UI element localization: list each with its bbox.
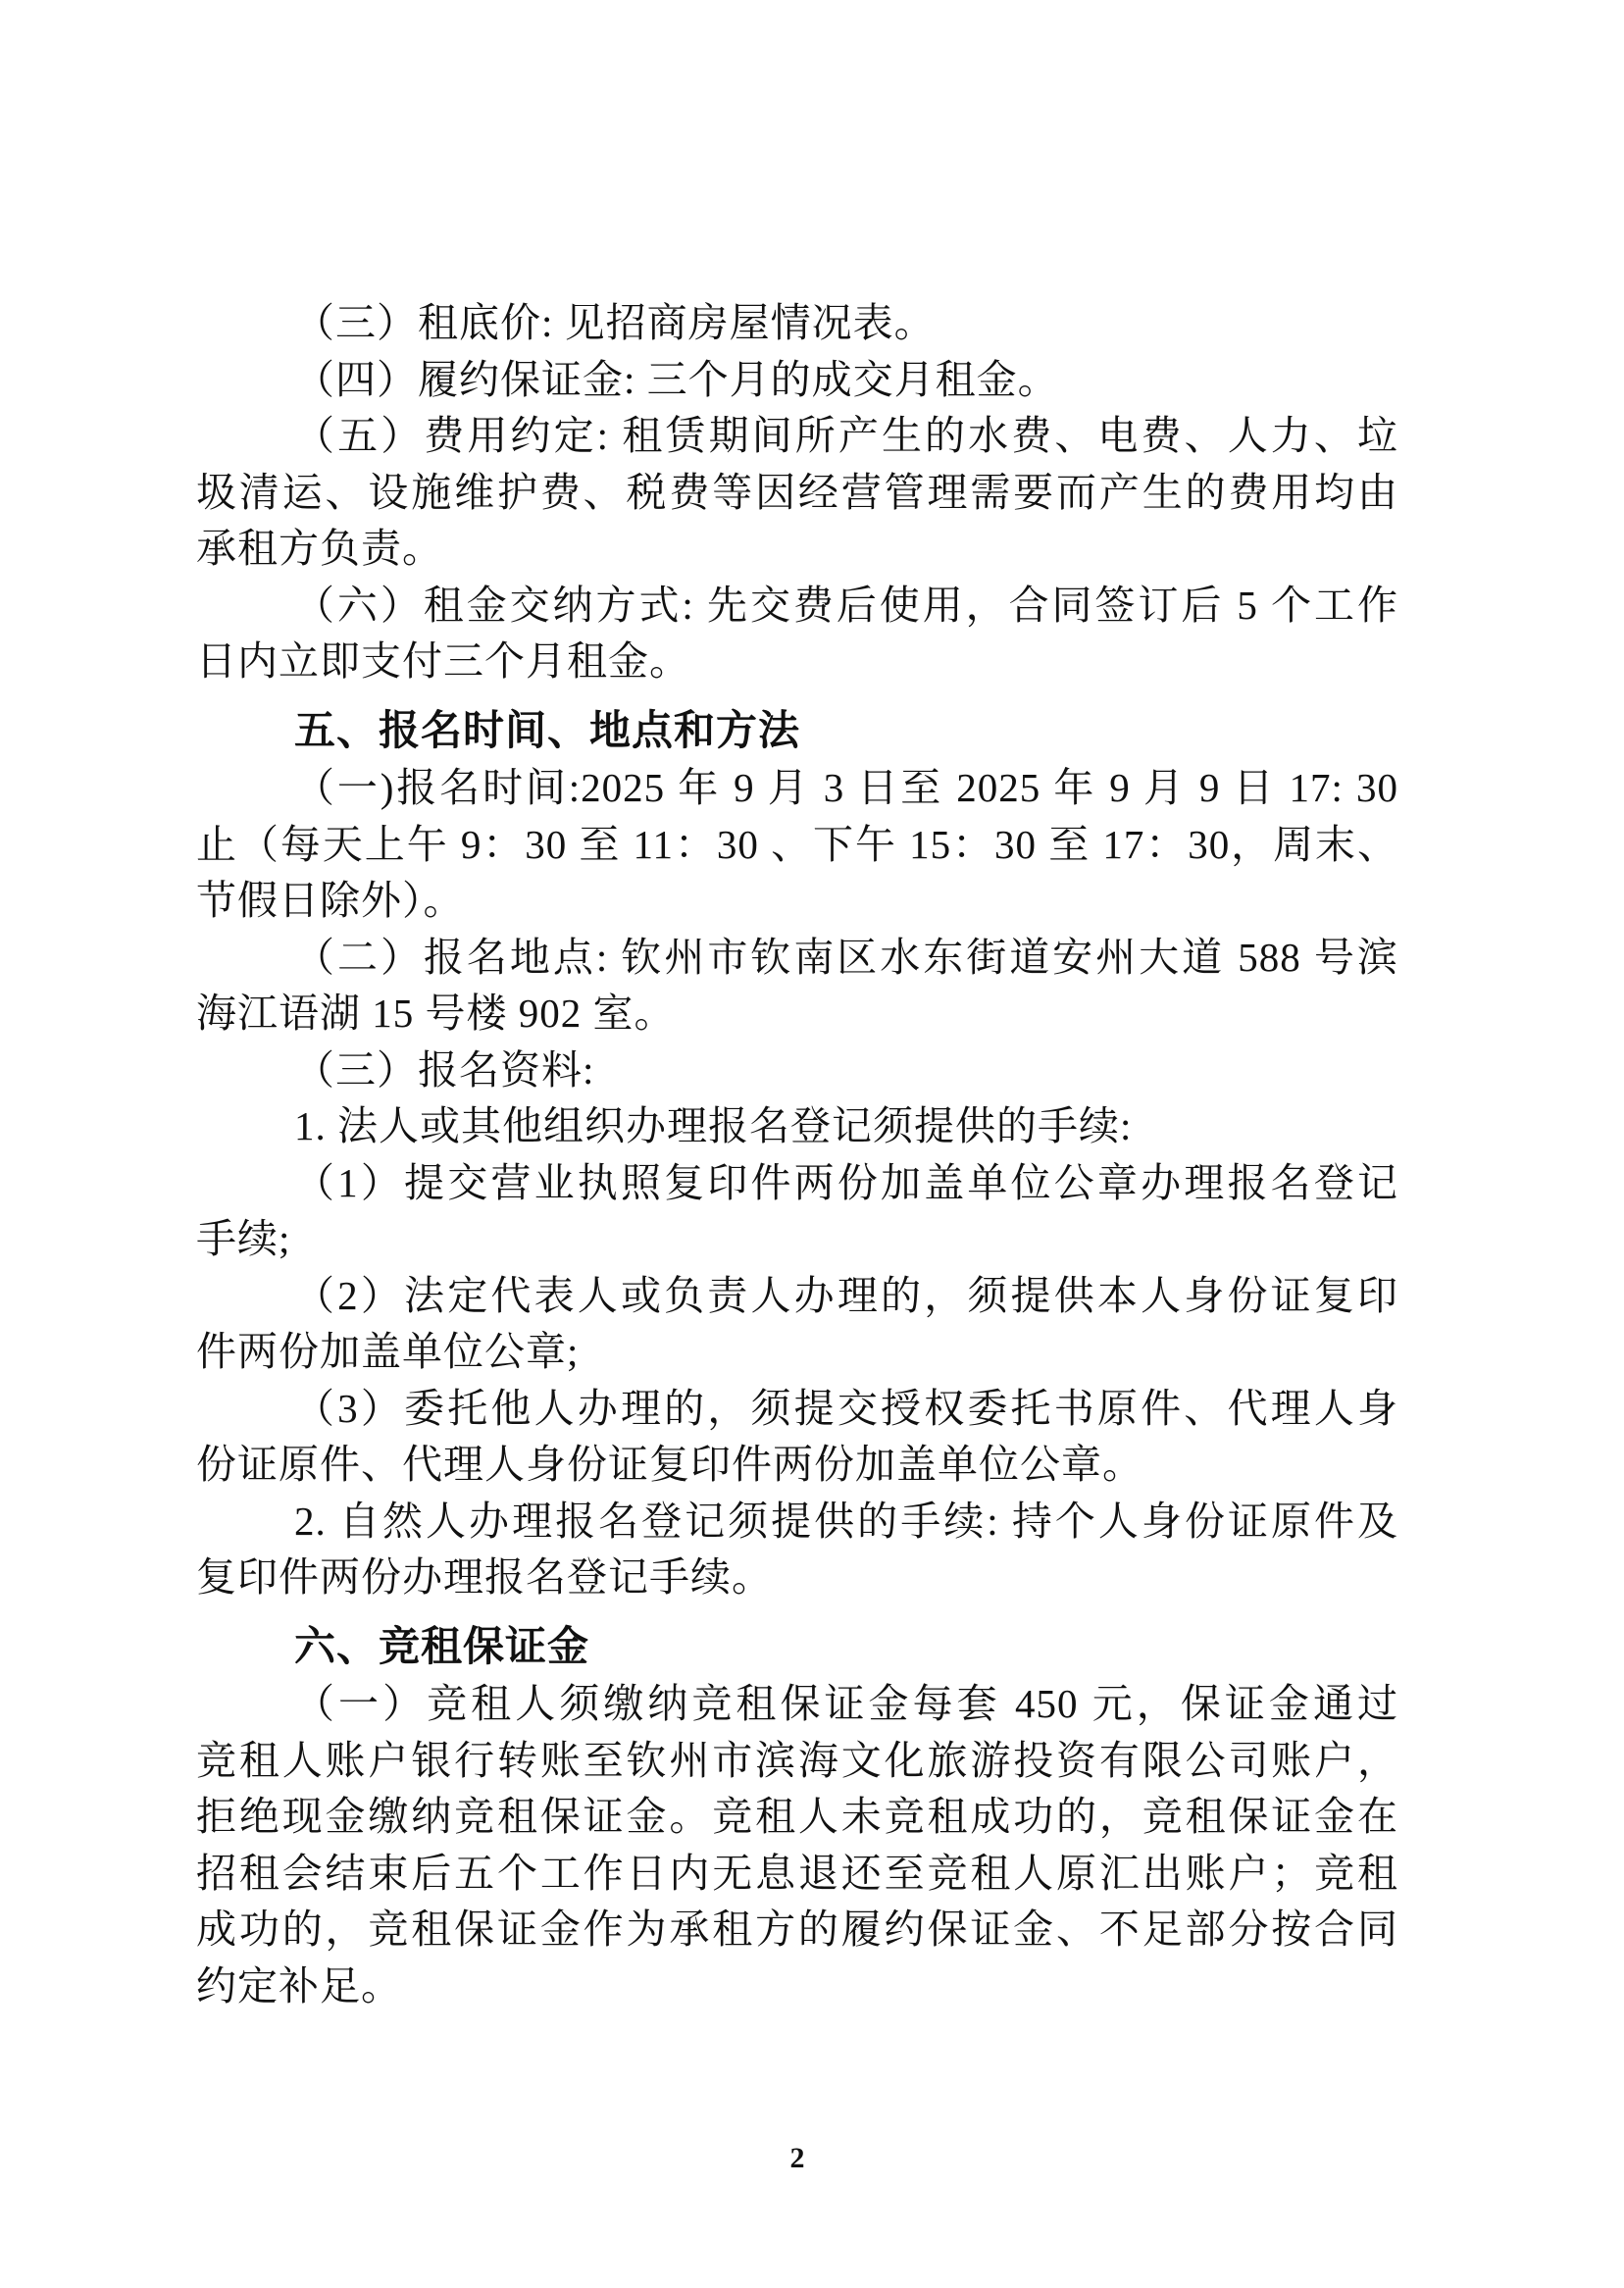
doc-line: 承租方负责。 [196, 526, 443, 571]
doc-line: 竞租人账户银行转账至钦州市滨海文化旅游投资有限公司账户， [196, 1737, 1398, 1783]
doc-line: （3）委托他人办理的，须提交授权委托书原件、代理人身 [294, 1385, 1398, 1431]
doc-line: 圾清运、设施维护费、税费等因经营管理需要而产生的费用均由 [196, 469, 1398, 515]
doc-line: 节假日除外）。 [196, 878, 465, 923]
page-number: 2 [789, 2142, 805, 2174]
doc-line: 份证原件、代理人身份证复印件两份加盖单位公章。 [196, 1442, 1143, 1487]
doc-line: （三）租底价: 见招商房屋情况表。 [294, 300, 936, 345]
doc-line: 拒绝现金缴纳竞租保证金。竞租人未竞租成功的，竞租保证金在 [196, 1794, 1398, 1839]
doc-line: （2）法定代表人或负责人办理的，须提供本人身份证复印 [294, 1272, 1398, 1318]
doc-line: 日内立即支付三个月租金。 [196, 638, 690, 684]
document-body [196, 295, 1398, 2014]
doc-line: 约定补足。 [196, 1962, 402, 2008]
section-heading-five: 五、报名时间、地点和方法 [294, 708, 801, 754]
doc-line: （一)报名时间:2025 年 9 月 3 日至 2025 年 9 月 9 日 17: 30 [294, 765, 1398, 810]
section-heading-six: 六、竞租保证金 [294, 1624, 590, 1670]
doc-line: 1. 法人或其他组织办理报名登记须提供的手续: [294, 1103, 1133, 1148]
doc-line: 成功的，竞租保证金作为承租方的履约保证金、不足部分按合同 [196, 1907, 1398, 1952]
doc-line: 复印件两份办理报名登记手续。 [196, 1554, 773, 1600]
doc-line: 手续; [196, 1216, 291, 1261]
doc-line: （三）报名资料: [294, 1046, 595, 1093]
doc-line: 2. 自然人办理报名登记须提供的手续: 持个人身份证原件及 [294, 1498, 1398, 1544]
doc-line: 件两份加盖单位公章; [196, 1329, 580, 1374]
doc-line: 海江语湖 15 号楼 902 室。 [196, 991, 676, 1036]
doc-line: （二）报名地点: 钦州市钦南区水东街道安州大道 588 号滨 [294, 934, 1398, 980]
doc-line: （一）竞租人须缴纳竞租保证金每套 450 元，保证金通过 [294, 1681, 1398, 1726]
doc-line: 止（每天上午 9：30 至 11：30 、下午 15：30 至 17：30，周末、 [196, 821, 1398, 867]
doc-line: 招租会结束后五个工作日内无息退还至竞租人原汇出账户；竞租 [196, 1850, 1398, 1896]
doc-line: （1）提交营业执照复印件两份加盖单位公章办理报名登记 [294, 1159, 1398, 1205]
doc-line: （五）费用约定: 租赁期间所产生的水费、电费、人力、垃 [294, 413, 1398, 458]
doc-line: （四）履约保证金: 三个月的成交月租金。 [294, 356, 1059, 402]
doc-line: （六）租金交纳方式: 先交费后使用，合同签订后 5 个工作 [294, 582, 1398, 628]
